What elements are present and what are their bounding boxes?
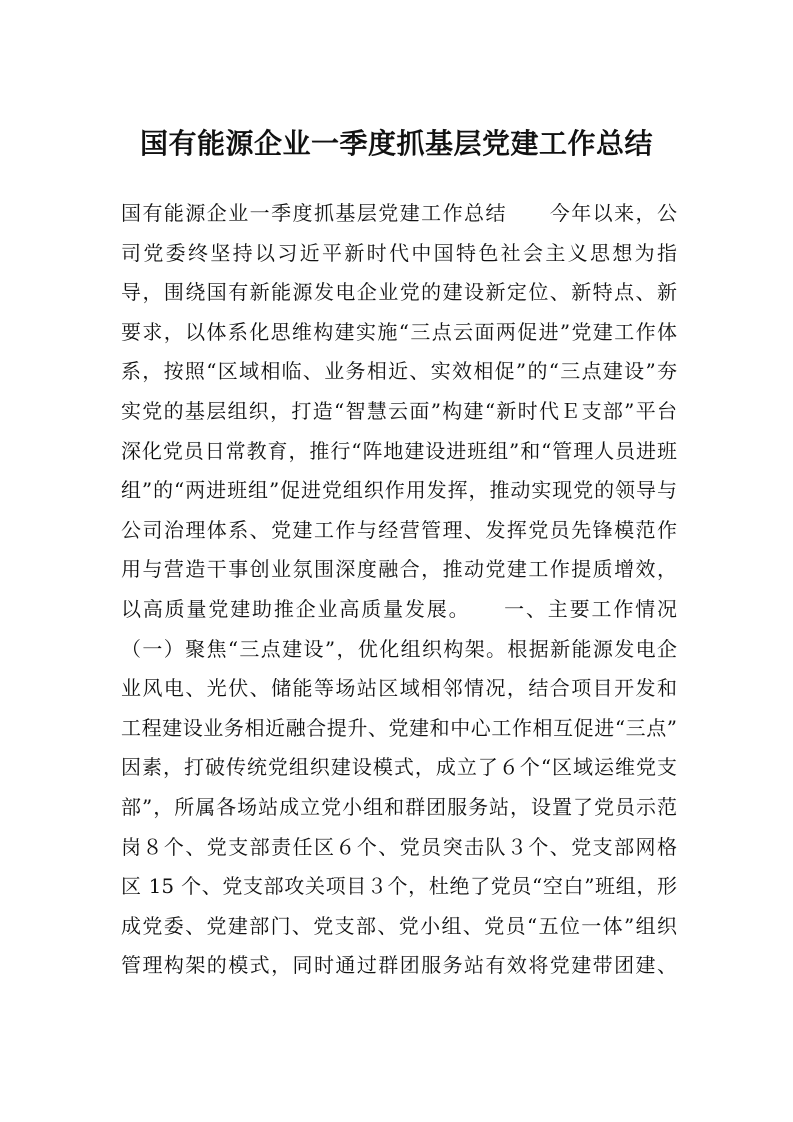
body-line: 因素，打破传统党组织建设模式，成立了６个“区域运维党支: [121, 755, 677, 780]
body-line: 国有能源企业一季度抓基层党建工作总结 今年以来，公: [121, 201, 677, 225]
body-line: 业风电、光伏、储能等场站区域相邻情况，结合项目开发和: [121, 676, 677, 701]
body-line: 岗８个、党支部责任区６个、党员突击队３个、党支部网格: [121, 834, 677, 859]
body-line: 管理构架的模式，同时通过群团服务站有效将党建带团建、: [121, 953, 677, 978]
body-line: 成党委、党建部门、党支部、党小组、党员“五位一体”组织: [121, 913, 677, 938]
body-line: 实党的基层组织，打造“智慧云面”构建“新时代Ｅ支部”平台: [121, 398, 677, 423]
body-line: 以高质量党建助推企业高质量发展。 一、主要工作情况: [121, 596, 677, 621]
body-line: 要求，以体系化思维构建实施“三点云面两促进”党建工作体: [121, 319, 677, 344]
body-line: 工程建设业务相近融合提升、党建和中心工作相互促进“三点”: [121, 715, 677, 740]
document-title: 国有能源企业一季度抓基层党建工作总结: [139, 127, 653, 160]
body-line: 组”的“两进班组”促进党组织作用发挥，推动实现党的领导与: [121, 478, 677, 503]
body-line: 系，按照“区域相临、业务相近、实效相促”的“三点建设”夯: [121, 359, 677, 384]
body-line: 区 15 个、党支部攻关项目３个，杜绝了党员“空白”班组，形: [121, 874, 677, 899]
body-line: 司党委终坚持以习近平新时代中国特色社会主义思想为指: [121, 240, 677, 265]
body-line: （一）聚焦“三点建设”，优化组织构架。根据新能源发电企: [121, 636, 677, 661]
body-line: 部”，所属各场站成立党小组和群团服务站，设置了党员示范: [121, 794, 677, 819]
body-line: 公司治理体系、党建工作与经营管理、发挥党员先锋模范作: [121, 517, 677, 542]
body-line: 深化党员日常教育，推行“阵地建设进班组”和“管理人员进班: [121, 438, 677, 463]
body-line: 用与营造干事创业氛围深度融合，推动党建工作提质增效，: [121, 557, 677, 582]
body-line: 导，围绕国有新能源发电企业党的建设新定位、新特点、新: [121, 280, 677, 305]
document-body: [121, 194, 677, 986]
